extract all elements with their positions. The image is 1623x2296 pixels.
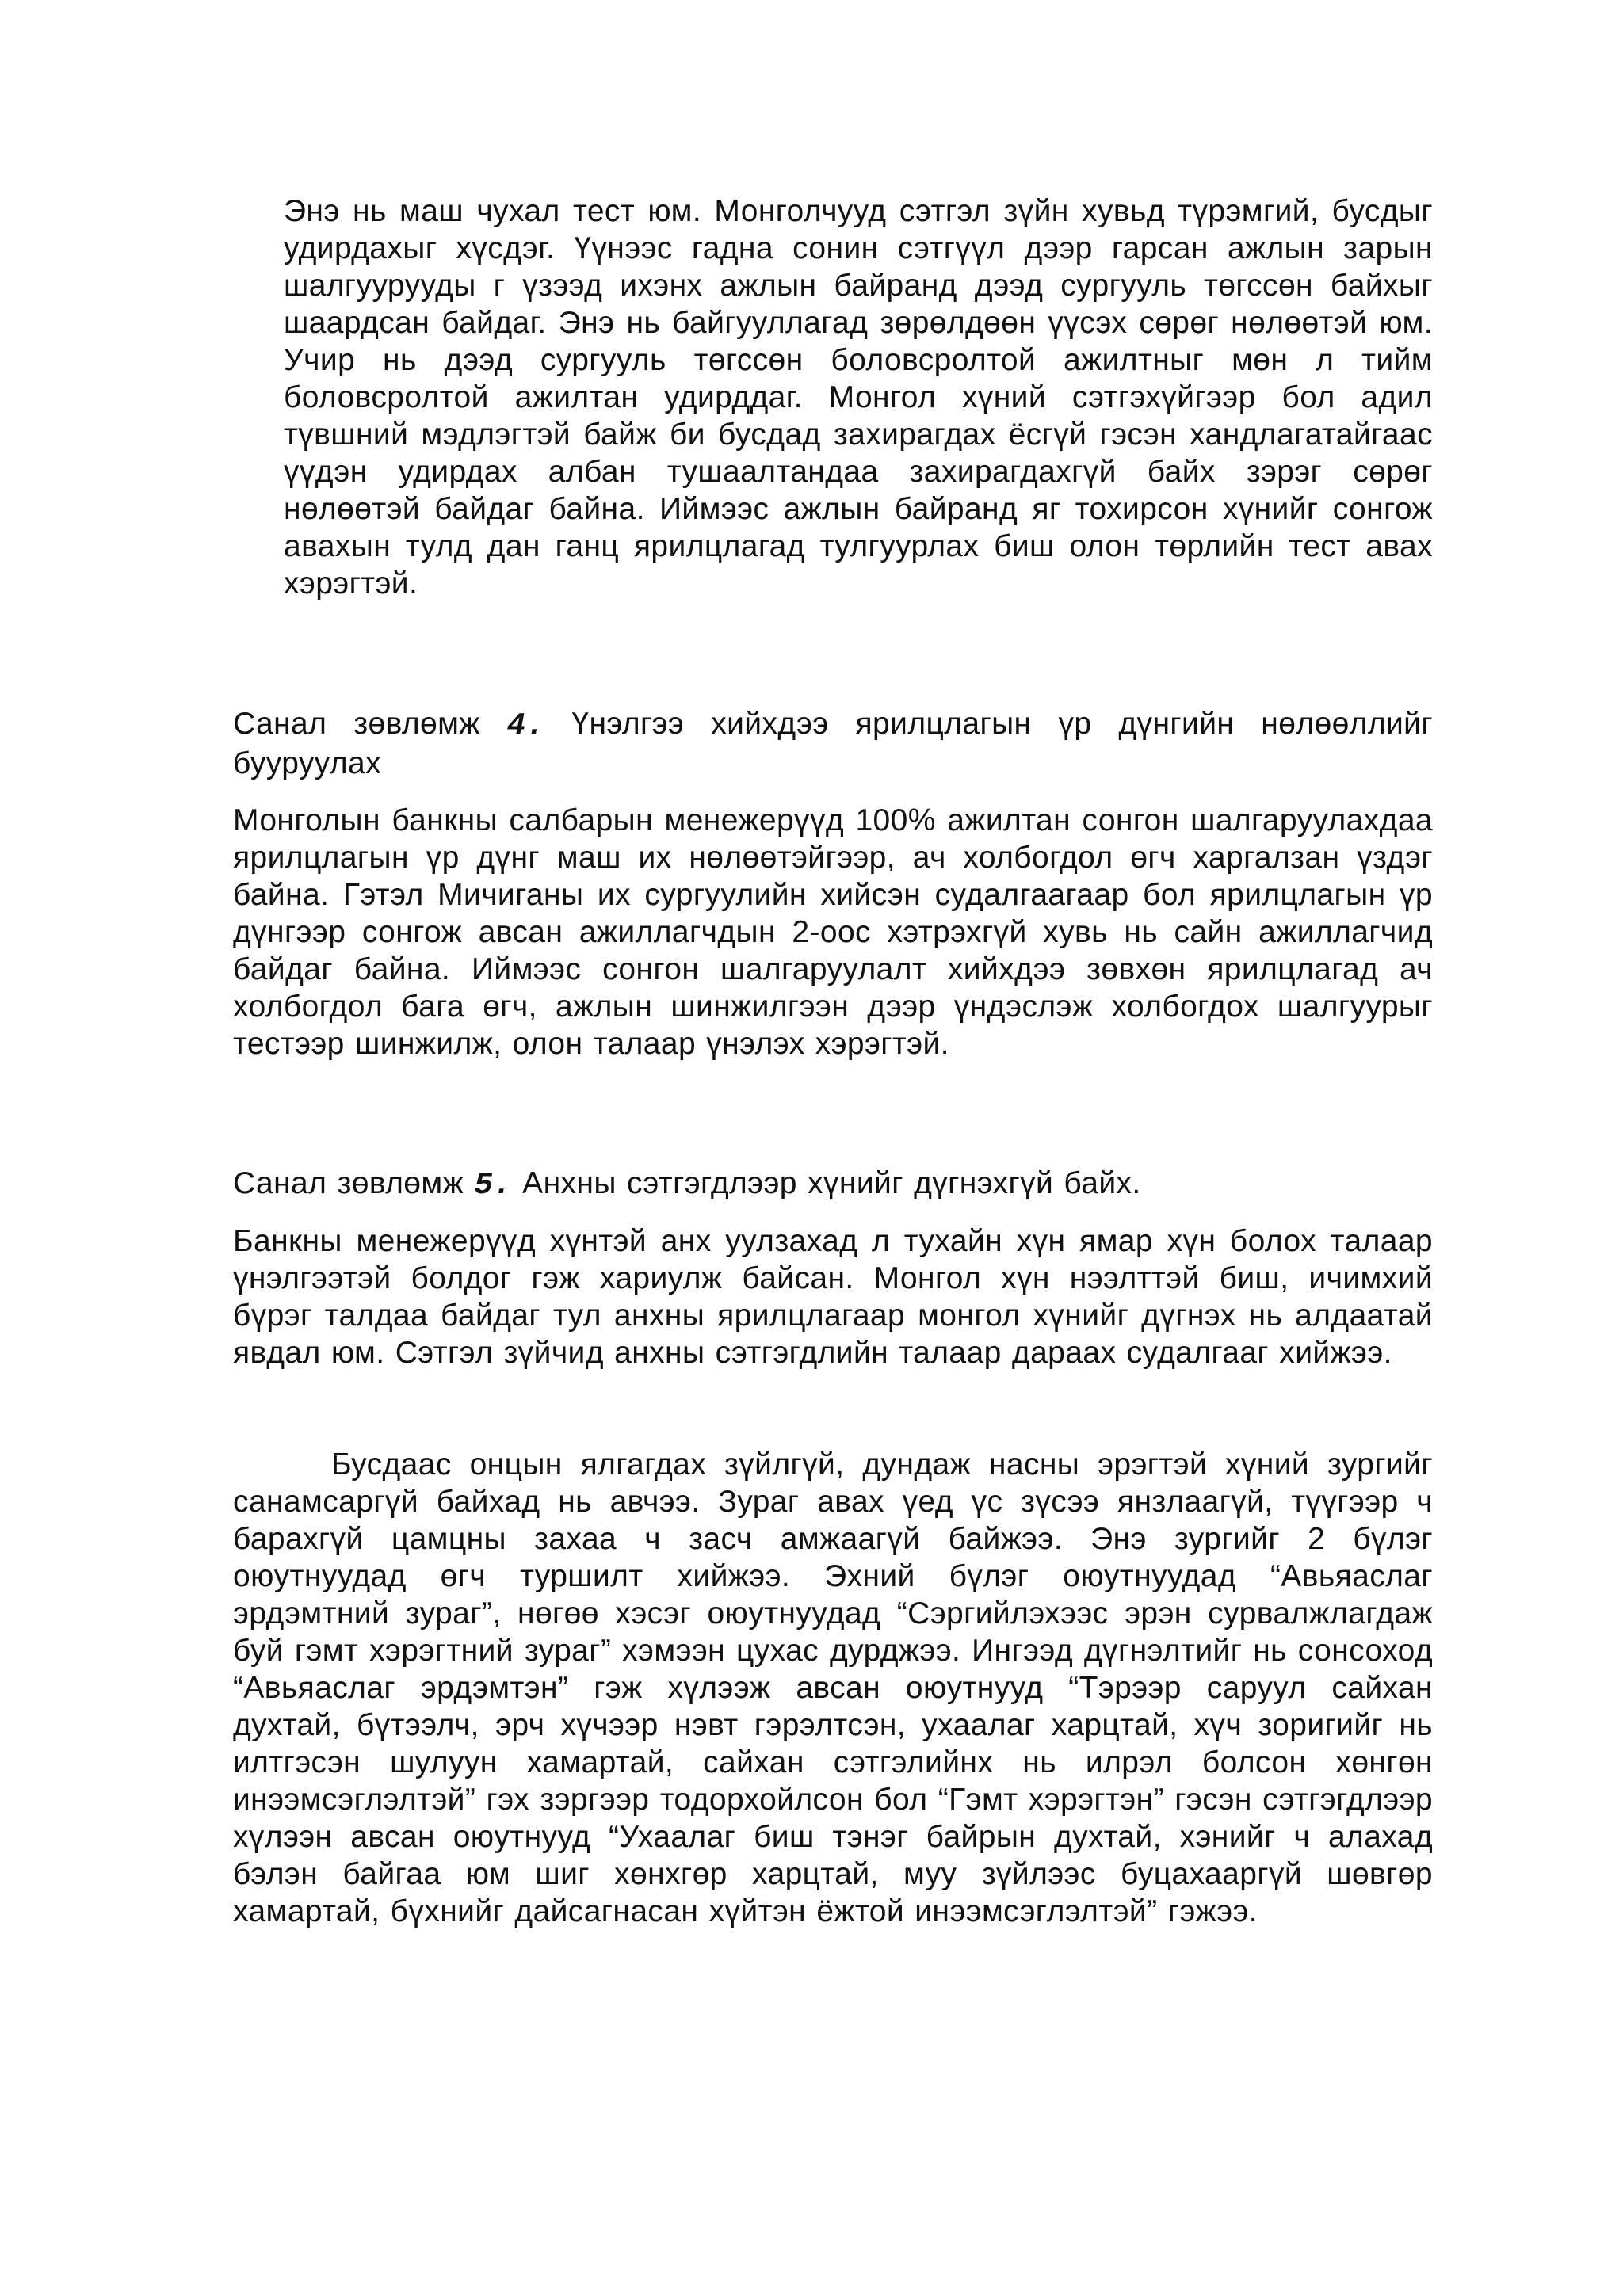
recommendation-5-number: 5.	[474, 1168, 512, 1203]
recommendation-5-prefix: Санал зөвлөмж	[233, 1166, 464, 1200]
recommendation-5-title: Анхны сэтгэгдлээр хүнийг дүгнэхгүй байх.	[522, 1166, 1141, 1200]
recommendation-4-title: Үнэлгээ хийхдээ ярилцлагын үр дүнгийн нөлөөллийг бууруулах	[233, 707, 1433, 780]
paragraph-personality-test: Энэ нь маш чухал тест юм. Монголчууд сэтгэл зүйн хувьд түрэмгий, бусдыг удирдахыг хүсдэг. Үүнээс гадна сонин сэтгүүл дээр гарсан ажлын зарын шалгуурууды г үзээд ихэнх ажлын байранд дээд сургууль төгссөн байхыг шаардсан байдаг. Энэ нь байгууллагад зөрөлдөөн үүсэх сөрөг нөлөөтэй юм. Учир нь дээд сургууль төгссөн боловсролтой ажилтныг мөн л тийм боловсролтой ажилтан удирддаг. Монгол хүний сэтгэхүйгээр бол адил түвшний мэдлэгтэй байж би бусдад захирагдах ёсгүй гэсэн хандлагатайгаас үүдэн удирдах албан тушаалтандаа захирагдахгүй байх зэрэг сөрөг нөлөөтэй байдаг байна. Иймээс ажлын байранд яг тохирсон хүнийг сонгож авахын тулд дан ганц ярилцлагад тулгуурлах биш олон төрлийн тест авах хэрэгтэй.	[284, 194, 1433, 601]
recommendation-4-heading	[233, 705, 1433, 782]
paragraph-photo-experiment: Бусдаас онцын ялгагдах зүйлгүй, дундаж насны эрэгтэй хүний зургийг санамсаргүй байхад нь авчээ. Зураг авах үед үс зүсээ янзлаагүй, түүгээр ч барахгүй цамцны захаа ч засч амжаагүй байжээ. Энэ зургийг 2 бүлэг оюутнуудад өгч туршилт хийжээ. Эхний бүлэг оюутнуудад “Авьяаслаг эрдэмтний зураг”, нөгөө хэсэг оюутнуудад “Сэргийлэхээс эрэн сурвалжлагдаж буй гэмт хэрэгтний зураг” хэмээн цухас дурджээ. Ингээд дүгнэлтийг нь сонсоход “Авьяаслаг эрдэмтэн” гэж хүлээж авсан оюутнууд “Тэрээр саруул сайхан духтай, бүтээлч, эрч хүчээр нэвт гэрэлтсэн, ухаалаг харцтай, хүч зоригийг нь илтгэсэн шулуун хамартай, сайхан сэтгэлийнх нь илрэл болсон хөнгөн инээмсэглэлтэй” гэх зэргээр тодорхойлсон бол “Гэмт хэрэгтэн” гэсэн сэтгэгдлээр хүлээн авсан оюутнууд “Ухаалаг биш тэнэг байрын духтай, хэнийг ч алахад бэлэн байгаа юм шиг хөнхгөр харцтай, муу зүйлээс буцахааргүй шөвгөр хамартай, бүхнийг дайсагнасан хүйтэн ёжтой инээмсэглэлтэй” гэжээ.	[233, 1447, 1433, 1928]
recommendation-4-prefix: Санал зөвлөмж	[233, 707, 480, 741]
recommendation-4-number: 4.	[506, 708, 545, 743]
paragraph-interview-influence: Монголын банкны салбарын менежерүүд 100% ажилтан сонгон шалгаруулахдаа ярилцлагын үр дүнг маш их нөлөөтэйгээр, ач холбогдол өгч харгалзан үздэг байна. Гэтэл Мичиганы их сургуулийн хийсэн судалгаагаар бол ярилцлагын үр дүнгээр сонгож авсан ажиллагчдын 2-оос хэтрэхгүй хувь нь сайн ажиллагчид байдаг байна. Иймээс сонгон шалгаруулалт хийхдээ зөвхөн ярилцлагад ач холбогдол бага өгч, ажлын шинжилгээн дээр үндэслэж холбогдох шалгуурыг тестээр шинжилж, олон талаар үнэлэх хэрэгтэй.	[233, 803, 1433, 1061]
paragraph-first-impression: Банкны менежерүүд хүнтэй анх уулзахад л тухайн хүн ямар хүн болох талаар үнэлгээтэй болдог гэж хариулж байсан. Монгол хүн нээлттэй биш, ичимхий бүрэг талдаа байдаг тул анхны ярилцлагаар монгол хүнийг дүгнэх нь алдаатай явдал юм. Сэтгэл зүйчид анхны сэтгэгдлийн талаар дараах судалгааг хийжээ.	[233, 1224, 1433, 1370]
recommendation-5-heading	[233, 1165, 1433, 1204]
